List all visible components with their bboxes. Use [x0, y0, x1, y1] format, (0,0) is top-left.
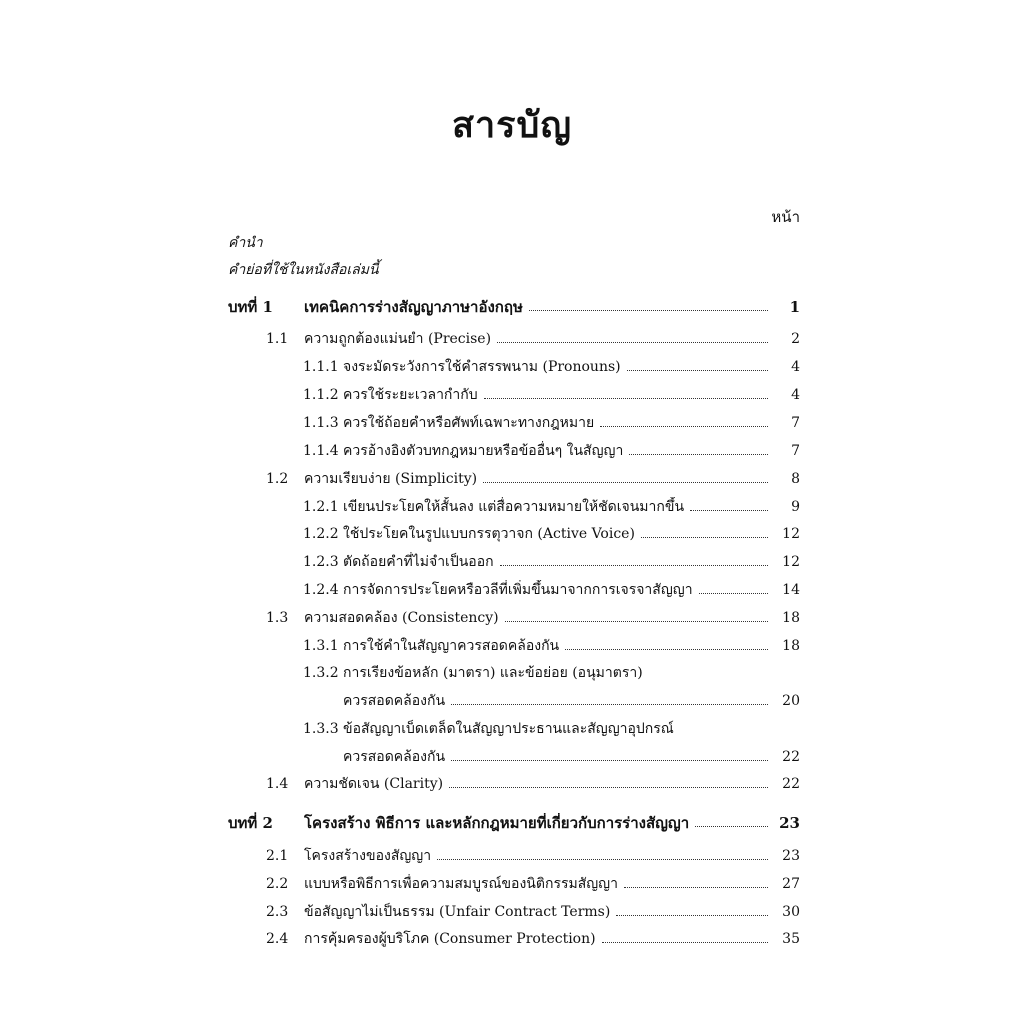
- toc-entry-1-2-2[interactable]: [303, 524, 800, 544]
- toc-text-continuation: ควรสอดคล้องกัน: [343, 749, 446, 765]
- toc-number: 2.4: [266, 931, 289, 947]
- leader-dots: [690, 509, 768, 511]
- toc-page: 4: [791, 387, 800, 403]
- toc-entry-1-3-1[interactable]: [303, 636, 800, 656]
- leader-dots: [505, 620, 768, 622]
- toc-entry-1-4[interactable]: [266, 774, 800, 794]
- toc-text: ควรใช้ถ้อยคำหรือศัพท์เฉพาะทางกฎหมาย: [343, 415, 595, 431]
- toc-text: ใช้ประโยคในรูปแบบกรรตุวาจก (Active Voice): [343, 526, 635, 542]
- toc-page: 18: [782, 610, 800, 626]
- toc-text: จงระมัดระวังการใช้คำสรรพนาม (Pronouns): [343, 359, 621, 375]
- toc-page: 8: [791, 471, 800, 487]
- toc-number: 1.2.1: [303, 499, 339, 515]
- toc-number: 1.1.2: [303, 387, 339, 403]
- toc-page: 7: [791, 415, 800, 431]
- toc-number: 1.2: [266, 471, 289, 487]
- toc-entry-1-3-3-first-line[interactable]: [303, 719, 674, 739]
- toc-number: 1.3: [266, 610, 289, 626]
- leader-dots: [497, 341, 768, 343]
- toc-entry-2-3[interactable]: [266, 902, 800, 922]
- toc-entry-1-2-1[interactable]: [303, 497, 800, 517]
- toc-number: 1.1: [266, 331, 289, 347]
- toc-number: 1.4: [266, 776, 289, 792]
- toc-entry-2-1[interactable]: [266, 846, 800, 866]
- leader-dots: [437, 858, 768, 860]
- leader-dots: [695, 825, 768, 827]
- front-matter-abbreviations: คำย่อที่ใช้ในหนังสือเล่มนี้: [228, 262, 379, 278]
- toc-page: 18: [782, 638, 800, 654]
- toc-entry-1-1-3[interactable]: [303, 413, 800, 433]
- leader-dots: [451, 703, 768, 705]
- toc-number: 1.2.2: [303, 526, 339, 542]
- leader-dots: [629, 453, 768, 455]
- toc-number: 1.1.3: [303, 415, 339, 431]
- toc-chapter-2[interactable]: [228, 813, 800, 833]
- toc-page: 1: [789, 298, 800, 316]
- toc-text: ตัดถ้อยคำที่ไม่จำเป็นออก: [343, 554, 494, 570]
- toc-text: ควรใช้ระยะเวลากำกับ: [343, 387, 478, 403]
- leader-dots: [699, 592, 768, 594]
- toc-page: 14: [782, 582, 800, 598]
- leader-dots: [627, 369, 768, 371]
- toc-text-continuation: ควรสอดคล้องกัน: [343, 693, 446, 709]
- toc-entry-1-3-3-continuation[interactable]: [343, 747, 800, 767]
- leader-dots: [449, 786, 768, 788]
- toc-number: บทที่ 1: [228, 298, 273, 316]
- toc-number: 1.2.3: [303, 554, 339, 570]
- leader-dots: [483, 481, 768, 483]
- toc-page: 22: [782, 749, 800, 765]
- leader-dots: [600, 425, 768, 427]
- toc-text: การเรียงข้อหลัก (มาตรา) และข้อย่อย (อนุมาตรา): [343, 665, 643, 681]
- leader-dots: [624, 886, 768, 888]
- toc-page: 30: [782, 904, 800, 920]
- toc-page: 12: [782, 554, 800, 570]
- toc-text: ความเรียบง่าย (Simplicity): [304, 471, 478, 487]
- leader-dots: [565, 648, 768, 650]
- toc-page: 9: [791, 499, 800, 515]
- toc-text: โครงสร้าง พิธีการ และหลักกฎหมายที่เกี่ยวกับการร่างสัญญา: [304, 814, 690, 832]
- toc-number: 2.1: [266, 848, 289, 864]
- leader-dots: [500, 564, 768, 566]
- toc-entry-1-1-2[interactable]: [303, 385, 800, 405]
- front-matter-preface: คำนำ: [228, 235, 263, 251]
- toc-text: ความถูกต้องแม่นยำ (Precise): [304, 331, 492, 347]
- toc-page: 23: [782, 848, 800, 864]
- toc-number: 1.2.4: [303, 582, 339, 598]
- leader-dots: [484, 397, 768, 399]
- toc-number: บทที่ 2: [228, 814, 273, 832]
- toc-text: การจัดการประโยคหรือวลีที่เพิ่มขึ้นมาจากการเจรจาสัญญา: [343, 582, 693, 598]
- toc-entry-1-2-4[interactable]: [303, 580, 800, 600]
- toc-text: การคุ้มครองผู้บริโภค (Consumer Protection): [304, 931, 596, 947]
- toc-number: 2.2: [266, 876, 289, 892]
- toc-number: 1.3.3: [303, 721, 339, 737]
- toc-page: 2: [791, 331, 800, 347]
- toc-text: แบบหรือพิธีการเพื่อความสมบูรณ์ของนิติกรรมสัญญา: [304, 876, 618, 892]
- toc-entry-2-4[interactable]: [266, 929, 800, 949]
- toc-text: ควรอ้างอิงตัวบทกฎหมายหรือข้ออื่นๆ ในสัญญา: [343, 443, 624, 459]
- toc-entry-1-1[interactable]: [266, 329, 800, 349]
- leader-dots: [616, 914, 768, 916]
- toc-number: 2.3: [266, 904, 289, 920]
- toc-page: 20: [782, 693, 800, 709]
- toc-number: 1.1.4: [303, 443, 339, 459]
- leader-dots: [641, 536, 768, 538]
- toc-entry-1-3[interactable]: [266, 608, 800, 628]
- toc-entry-1-3-2-first-line[interactable]: [303, 663, 643, 683]
- toc-text: การใช้คำในสัญญาควรสอดคล้องกัน: [343, 638, 560, 654]
- toc-number: 1.1.1: [303, 359, 339, 375]
- toc-page: 27: [782, 876, 800, 892]
- toc-page: 7: [791, 443, 800, 459]
- toc-entry-1-1-1[interactable]: [303, 357, 800, 377]
- toc-text: ข้อสัญญาเบ็ดเตล็ดในสัญญาประธานและสัญญาอุปกรณ์: [343, 721, 674, 737]
- toc-entry-1-2-3[interactable]: [303, 552, 800, 572]
- toc-chapter-1[interactable]: [228, 297, 800, 317]
- toc-text: ข้อสัญญาไม่เป็นธรรม (Unfair Contract Terms): [304, 904, 611, 920]
- toc-page: 22: [782, 776, 800, 792]
- toc-page: 35: [782, 931, 800, 947]
- page-title: สารบัญ: [451, 105, 573, 146]
- toc-text: โครงสร้างของสัญญา: [304, 848, 432, 864]
- leader-dots: [529, 309, 768, 311]
- toc-text: เขียนประโยคให้สั้นลง แต่สื่อความหมายให้ชัดเจนมากขึ้น: [343, 499, 685, 515]
- toc-number: 1.3.1: [303, 638, 339, 654]
- toc-text: ความสอดคล้อง (Consistency): [304, 610, 499, 626]
- leader-dots: [451, 759, 768, 761]
- toc-text: เทคนิคการร่างสัญญาภาษาอังกฤษ: [304, 298, 523, 316]
- toc-entry-2-2[interactable]: [266, 874, 800, 894]
- toc-page: 23: [779, 814, 800, 832]
- toc-entry-1-1-4[interactable]: [303, 441, 800, 461]
- page-column-header: หน้า: [771, 208, 800, 226]
- toc-entry-1-3-2-continuation[interactable]: [343, 691, 800, 711]
- toc-number: 1.3.2: [303, 665, 339, 681]
- toc-entry-1-2[interactable]: [266, 469, 800, 489]
- toc-text: ความชัดเจน (Clarity): [304, 776, 444, 792]
- toc-page: 12: [782, 526, 800, 542]
- toc-page: 4: [791, 359, 800, 375]
- leader-dots: [602, 941, 768, 943]
